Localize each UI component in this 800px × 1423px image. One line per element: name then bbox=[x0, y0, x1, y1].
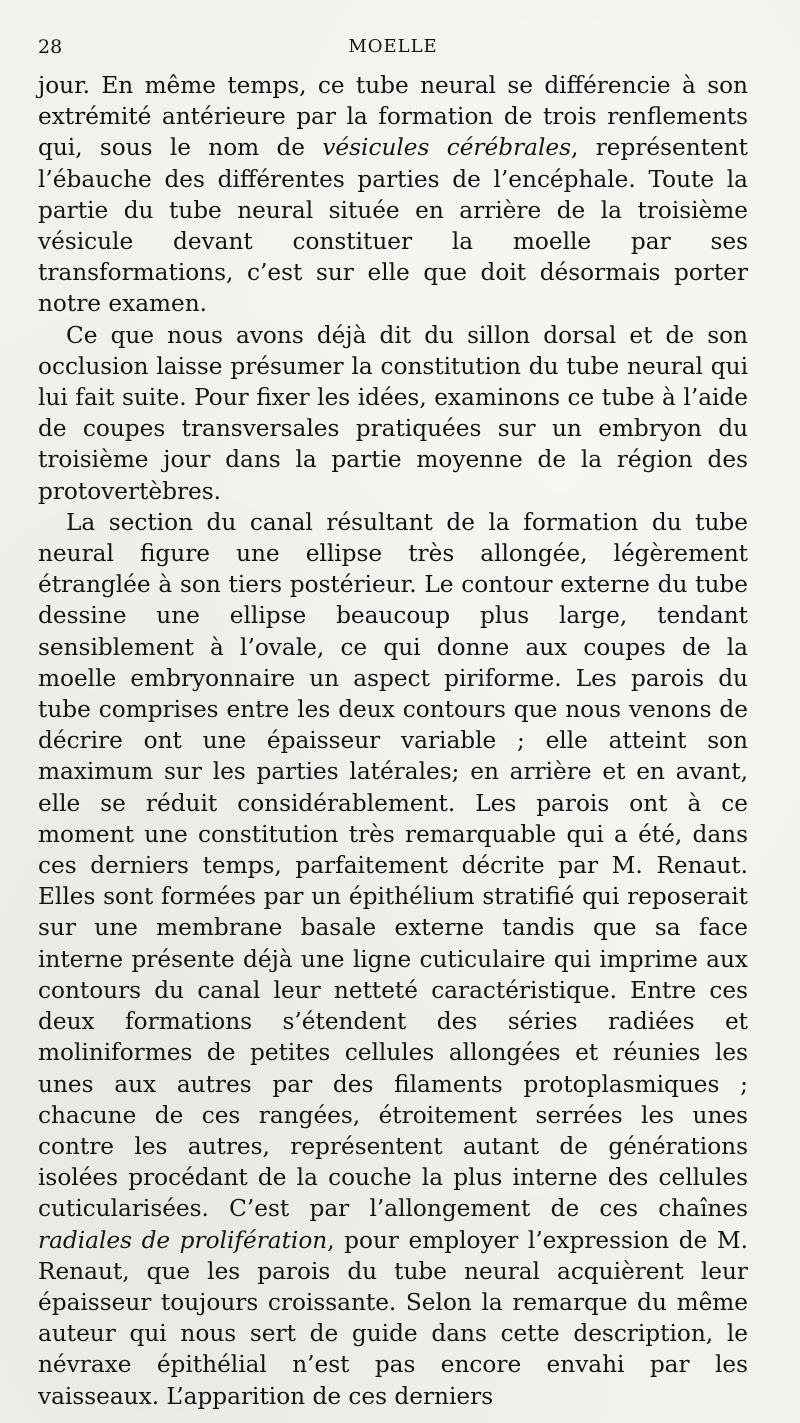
italic-term: radiales de prolifération bbox=[38, 1226, 328, 1254]
text-run: jour. En même temps, ce tube neural se différencie à son extrémité antérieure par la formation de trois renflements qui, sous le nom de bbox=[38, 72, 748, 162]
running-head bbox=[38, 30, 748, 64]
paragraph-1 bbox=[38, 70, 748, 320]
text-run: La section du canal résultant de la formation du tube neural figure une ellipse très allongée, légèrement étranglée à son tiers postérieur. Le contour externe du tube dessine une ellipse beaucoup plus large, tendant sensiblement à l’ovale, ce qui donne aux coupes de la moelle embryonnaire un aspect piriforme. Les parois du tube comprises entre les deux contours que nous venons de décrire ont une épaisseur variable ; elle atteint son maximum sur les parties latérales; en arrière et en avant, elle se réduit considérablement. Les parois ont à ce moment une constitution très remarquable qui a été, dans ces derniers temps, parfaitement décrite par M. Renaut. Elles sont formées par un épithélium stratifié qui reposerait sur une membrane basale externe tandis que sa face interne présente déjà une ligne cuticulaire qui imprime aux contours du canal leur netteté caractéristique. Entre ces deux formations s’étendent des séries radiées et moliniformes de petites cellules allongées et réunies les unes aux autres par des filaments protoplasmiques ; chacune de ces rangées, étroitement serrées les unes contre les autres, représentent autant de générations isolées procédant de la couche la plus interne des cellules cuticularisées. C’est par l’allongement de ces chaînes bbox=[38, 508, 748, 1223]
page-number: 28 bbox=[38, 36, 63, 58]
paragraph-2 bbox=[38, 320, 748, 507]
running-title: MOELLE bbox=[348, 36, 438, 57]
text-run: Ce que nous avons déjà dit du sillon dorsal et de son occlusion laisse présumer la constitution du tube neural qui lui fait suite. Pour fixer les idées, examinons ce tube à l’aide de coupes transversales pratiquées sur un embryon du troisième jour dans la partie moyenne de la région des protovertèbres. bbox=[38, 321, 748, 505]
body-text bbox=[38, 70, 748, 1412]
paragraph-3 bbox=[38, 507, 748, 1412]
text-run: , représentent l’ébauche des différentes parties de l’encéphale. Toute la partie du tube neural située en arrière de la troisième vésicule devant constituer la moelle par ses transformations, c’est sur elle que doit désormais porter notre examen. bbox=[38, 134, 749, 318]
text-run: , pour employer l’expression de M. Renaut, que les parois du tube neural acquièrent leur épaisseur toujours croissante. Selon la remarque du même auteur qui nous sert de guide dans cette description, le névraxe épithélial n’est pas encore envahi par les vaisseaux. L’apparition de ces derniers bbox=[38, 1226, 749, 1410]
italic-term: vésicules cérébrales bbox=[322, 134, 572, 162]
